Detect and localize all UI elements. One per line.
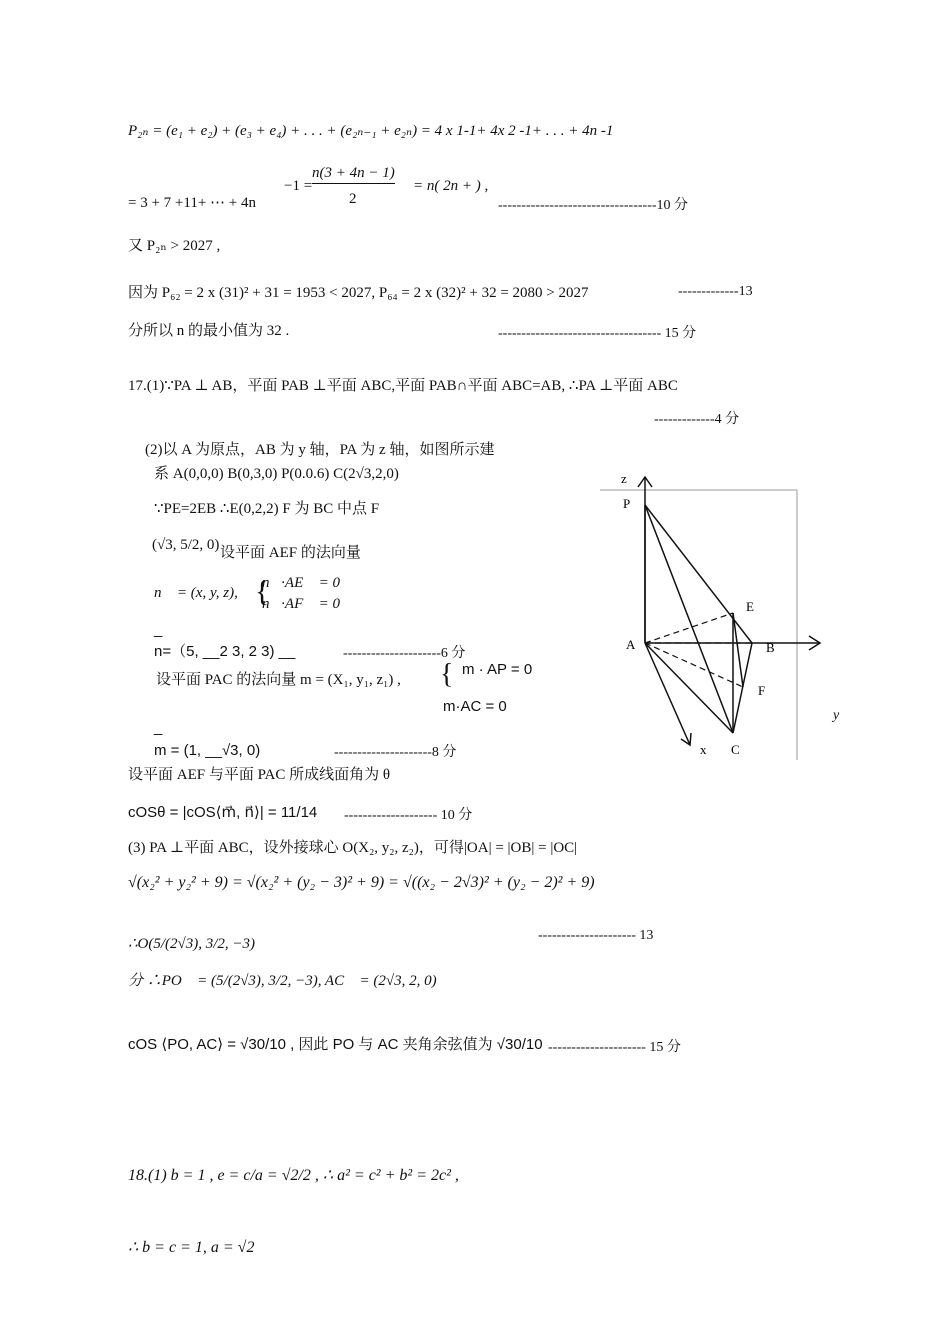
s17-part2-m-system-1: m · AP = 0 <box>462 661 533 678</box>
s17-part2-coords: 系 A(0,0,0) B(0,3,0) P(0.0.6) C(2√3,2,0) <box>154 466 399 482</box>
s17-score-13: --------------------- 13 <box>538 928 654 943</box>
label-z: z <box>621 471 627 486</box>
s17-score-10: -------------------- 10 分 <box>344 808 473 823</box>
s17-score-15: --------------------- 15 分 <box>548 1040 681 1055</box>
s17-part2-m-brace: { <box>440 659 454 690</box>
geometry-figure <box>595 465 835 765</box>
label-b: B <box>766 640 775 655</box>
s17-part2-m-system-2: m·AC = 0 <box>443 698 507 715</box>
s18-line1: 18.(1) b = 1 , e = c/a = √2/2 , ∴ a² = c² + b² = 2c² , <box>128 1167 459 1184</box>
label-x: x <box>700 742 707 757</box>
s17-part2-m-result: m = (1, __√3, 0) <box>154 742 261 759</box>
s17-part2-angle: 设平面 AEF 与平面 PAC 所成线面角为 θ <box>128 767 391 783</box>
s17-part2-system-1: n⃗·AE⃗ = 0 <box>262 575 341 591</box>
label-a: A <box>626 637 636 652</box>
edge-pb <box>645 505 752 643</box>
s16-score-13: -------------13 <box>678 284 753 299</box>
edge-pc <box>645 505 733 733</box>
s17-part2-brace: { <box>255 575 270 608</box>
s17-part2-f-text: 设平面 AEF 的法向量 <box>220 545 361 561</box>
s17-score-4: -------------4 分 <box>654 412 740 427</box>
label-p: P <box>623 496 631 511</box>
s17-part2-m-overbar: _ <box>154 719 163 736</box>
s17-part3-equation: √(x₂² + y₂² + 9) = √(x₂² + (y₂ − 3)² + 9) = √((x₂ − 2√3)² + (y₂ − 2)² + 9) <box>128 874 595 891</box>
s16-line1: P₂ₙ = (e₁ + e₂) + (e₃ + e₄) + . . . + (e₂ₙ₋₁ + e₂ₙ) = 4 x 1-1+ 4x 2 -1+ . . . + 4n -1 <box>128 123 614 139</box>
s17-part2-f: (√3, 5/2, 0) <box>152 537 220 553</box>
s16-line2-fraction-pre: −1 = <box>284 178 313 194</box>
s17-part2-intro: (2)以 A 为原点，AB 为 y 轴，PA 为 z 轴，如图所示建 <box>145 442 495 458</box>
s17-part2-system-2: n⃗·AF⃗ = 0 <box>262 596 341 612</box>
s16-score-15: ----------------------------------- 15 分 <box>498 326 697 341</box>
s17-part3-intro: (3) PA ⊥平面 ABC，设外接球心 O(X₂, y₂, z₂)，可得|OA| = |OB| = |OC| <box>128 840 578 856</box>
s17-part2-n-result: n=（5, __2 3, 2 3) __ <box>154 643 296 660</box>
s16-line2-fraction-den: 2 <box>349 191 357 207</box>
label-y: y <box>833 708 840 723</box>
s17-score-8: ---------------------8 分 <box>334 745 457 760</box>
s17-part2-cos: cOSθ = |cOS⟨m⃗, n⃗⟩| = 11/14 <box>128 804 318 821</box>
dashed-af <box>645 643 743 687</box>
s17-part3-center: ∴O(5/(2√3), 3/2, −3) <box>128 936 256 952</box>
s17-part2-n: n⃗ = (x, y, z), <box>154 585 238 601</box>
s17-part2-e: ∵PE=2EB ∴E(0,2,2) F 为 BC 中点 F <box>154 501 380 517</box>
x-axis <box>645 643 690 745</box>
label-e: E <box>746 599 754 614</box>
s17-score-6: ---------------------6 分 <box>343 646 466 661</box>
s16-score-10: ----------------------------------10 分 <box>498 198 689 213</box>
s16-line3: 又 P₂ₙ > 2027 , <box>128 238 221 254</box>
s16-line2: = 3 + 7 +11+ ⋯ + 4n <box>128 195 256 211</box>
s16-line5: 分所以 n 的最小值为 32 . <box>128 323 290 339</box>
s17-part2-m-text: 设平面 PAC 的法向量 m = (X₁, y₁, z₁) , <box>156 672 401 688</box>
s16-line4: 因为 P₆₂ = 2 x (31)² + 31 = 1953 < 2027, P₆₄ = 2 x (32)² + 32 = 2080 > 2027 <box>128 285 589 301</box>
s17-part1: 17.(1)∵PA ⊥ AB，平面 PAB ⊥平面 ABC,平面 PAB∩平面 ABC=AB, ∴PA ⊥平面 ABC <box>128 378 678 394</box>
edge-ac <box>645 643 733 733</box>
label-c: C <box>731 742 740 757</box>
label-f: F <box>758 683 766 698</box>
s18-line2: ∴ b = c = 1, a = √2 <box>128 1239 255 1256</box>
s16-line2-fraction-post: = n( 2n + ) , <box>413 178 489 194</box>
s17-part3-cos: cOS ⟨PO, AC⟩ = √30/10 , 因此 PO 与 AC 夹角余弦值为 √30/10 <box>128 1036 543 1053</box>
edge-bc <box>733 643 752 733</box>
s17-part2-overbar: _ <box>154 621 163 638</box>
s16-line2-fraction-num: n(3 + 4n − 1) <box>312 163 395 184</box>
s17-part3-po: 分 ∴PO⃗ = (5/(2√3), 3/2, −3), AC⃗ = (2√3, 2, 0) <box>128 973 437 989</box>
